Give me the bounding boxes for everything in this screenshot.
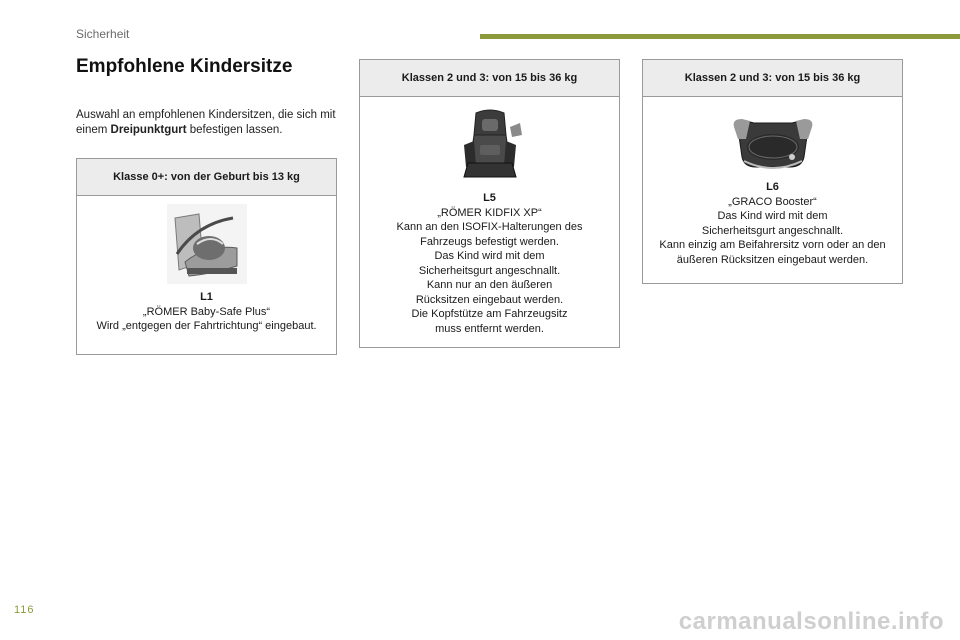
intro-text-bold: Dreipunktgurt (110, 124, 187, 136)
seat-card-l5 (359, 59, 620, 348)
page-title: Empfohlene Kindersitze (76, 56, 293, 77)
seat-code: L6 (766, 181, 779, 193)
card-body (643, 113, 902, 267)
seat-desc-line: Kann nur an den äußeren Rücksitzen eingebaut werden. (415, 279, 564, 306)
seat-desc-line: Wird „entgegen der Fahrtrichtung“ eingebaut. (96, 320, 317, 332)
infant-carrier-seat-icon (167, 204, 247, 284)
seat-desc-line: Kann einzig am Beifahrersitz vorn oder an den äußeren Rücksitzen eingebaut werden. (659, 239, 886, 266)
watermark: carmanualsonline.info (678, 608, 944, 635)
card-heading: Klassen 2 und 3: von 15 bis 36 kg (643, 60, 902, 97)
intro-text (76, 108, 346, 138)
seat-desc-line: Das Kind wird mit dem Sicherheitsgurt angeschnallt. (701, 210, 844, 237)
seat-desc-line: „GRACO Booster“ (728, 195, 817, 208)
seat-desc-line: Das Kind wird mit dem Sicherheitsgurt angeschnallt. (418, 250, 561, 277)
booster-cushion-icon (730, 113, 816, 175)
seat-card-l1 (76, 158, 337, 355)
seat-code: L5 (483, 192, 496, 204)
card-heading: Klasse 0+: von der Geburt bis 13 kg (77, 159, 336, 196)
card-heading: Klassen 2 und 3: von 15 bis 36 kg (360, 60, 619, 97)
booster-seat-with-backrest-icon (450, 105, 530, 185)
intro-text-start: Auswahl an empfohlenen Kindersitzen, die sich mit einem (76, 109, 336, 136)
section-accent-bar (480, 34, 960, 39)
seat-desc-line: Die Kopfstütze am Fahrzeugsitz muss entfernt werden. (411, 308, 568, 335)
seat-desc-line: „RÖMER KIDFIX XP“ (437, 206, 542, 219)
page-number: 116 (14, 604, 35, 616)
intro-text-end: befestigen lassen. (186, 124, 283, 136)
section-label: Sicherheit (76, 27, 130, 41)
seat-desc-line: Kann an den ISOFIX-Halterungen des Fahrzeugs befestigt werden. (396, 221, 583, 248)
seat-code: L1 (200, 291, 213, 303)
seat-card-l6 (642, 59, 903, 284)
card-body (77, 204, 336, 334)
seat-desc-line: „RÖMER Baby-Safe Plus“ (142, 305, 271, 318)
card-body (360, 105, 619, 336)
